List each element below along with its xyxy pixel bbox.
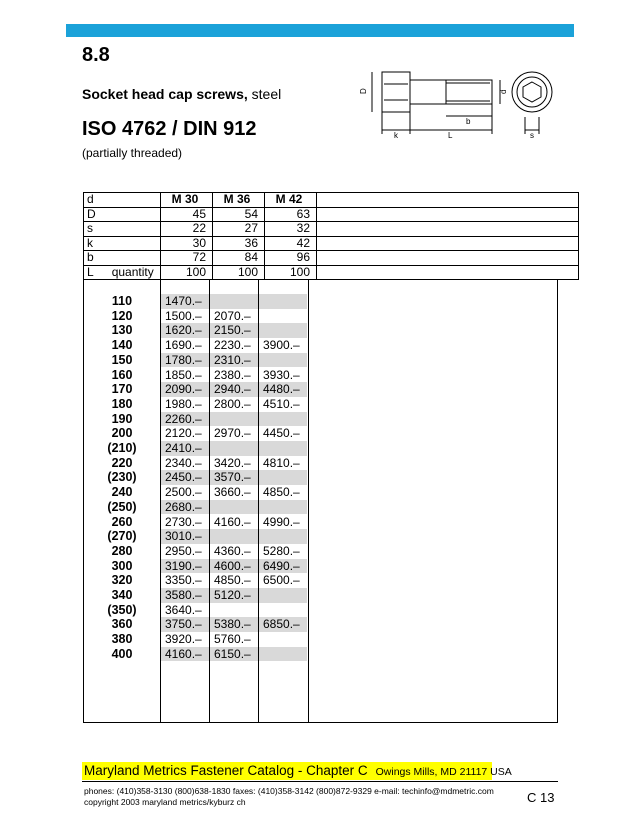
price-value bbox=[259, 294, 263, 308]
table-row bbox=[84, 382, 559, 397]
price-cell bbox=[161, 470, 209, 485]
price-value: 2970.– bbox=[214, 426, 251, 441]
price-value: 6490.– bbox=[263, 558, 300, 573]
table-row bbox=[84, 544, 559, 559]
price-cell bbox=[210, 309, 258, 324]
dim-s-label: s bbox=[530, 131, 534, 140]
dimension-table bbox=[83, 192, 579, 280]
price-value: 4600.– bbox=[214, 558, 251, 573]
empty-cell bbox=[317, 193, 579, 208]
price-value: 1470.– bbox=[165, 294, 202, 308]
table-row bbox=[84, 470, 559, 485]
length-value: 190 bbox=[111, 411, 133, 426]
table-row bbox=[84, 441, 559, 456]
price-value bbox=[259, 632, 263, 646]
price-value: 2310.– bbox=[214, 352, 251, 367]
dimension-value: 84 bbox=[213, 251, 265, 266]
price-value bbox=[259, 500, 263, 514]
length-value: 170 bbox=[111, 382, 133, 397]
price-value: 1620.– bbox=[165, 323, 202, 338]
price-cell bbox=[210, 368, 258, 383]
price-value: 4510.– bbox=[263, 396, 300, 411]
price-cell bbox=[210, 559, 258, 574]
price-value: 4810.– bbox=[263, 455, 300, 470]
length-value: (230) bbox=[107, 470, 137, 485]
price-cell bbox=[210, 426, 258, 441]
price-value bbox=[259, 588, 263, 602]
copyright-line: copyright 2003 maryland metrics/kyburz ch bbox=[84, 797, 246, 807]
price-value: 3640.– bbox=[165, 602, 202, 617]
dimension-value: 72 bbox=[161, 251, 213, 266]
price-value: 3660.– bbox=[214, 485, 251, 500]
price-cell bbox=[210, 500, 258, 515]
table-row bbox=[84, 573, 559, 588]
price-cell bbox=[161, 309, 209, 324]
price-cell bbox=[259, 573, 307, 588]
strength-grade: 8.8 bbox=[82, 44, 110, 66]
price-cell bbox=[259, 485, 307, 500]
length-value: 400 bbox=[111, 646, 133, 661]
price-cell bbox=[210, 573, 258, 588]
price-cell bbox=[161, 382, 209, 397]
price-cell bbox=[161, 397, 209, 412]
price-cell bbox=[210, 323, 258, 338]
price-cell bbox=[161, 485, 209, 500]
table-row bbox=[84, 368, 559, 383]
price-cell bbox=[161, 441, 209, 456]
dimension-value: M 30 bbox=[161, 193, 213, 208]
table-row bbox=[84, 456, 559, 471]
price-value: 3580.– bbox=[165, 588, 202, 602]
dimension-value: 42 bbox=[265, 236, 317, 251]
price-value bbox=[210, 603, 214, 617]
price-cell bbox=[259, 544, 307, 559]
length-value: 260 bbox=[111, 514, 133, 529]
dim-k-label: k bbox=[394, 131, 398, 140]
page-number: C 13 bbox=[527, 790, 555, 805]
price-cell bbox=[161, 588, 209, 603]
price-value bbox=[259, 603, 263, 617]
dimension-value: 96 bbox=[265, 251, 317, 266]
price-value: 4480.– bbox=[263, 382, 300, 397]
dimension-value: 27 bbox=[213, 222, 265, 237]
price-value: 2380.– bbox=[214, 367, 251, 382]
price-value: 4990.– bbox=[263, 514, 300, 529]
price-value bbox=[259, 323, 263, 337]
price-value bbox=[259, 441, 263, 455]
price-cell bbox=[259, 353, 307, 368]
price-value: 4850.– bbox=[263, 485, 300, 500]
length-value: (350) bbox=[107, 602, 137, 617]
dimension-value: 32 bbox=[265, 222, 317, 237]
catalog-title: Maryland Metrics Fastener Catalog - Chapter C bbox=[84, 763, 368, 778]
table-row bbox=[84, 412, 559, 427]
price-value bbox=[259, 412, 263, 426]
dimension-value: 22 bbox=[161, 222, 213, 237]
length-value: 340 bbox=[111, 588, 133, 602]
dimension-row bbox=[84, 236, 579, 251]
length-value: 280 bbox=[111, 543, 133, 558]
price-value: 1500.– bbox=[165, 308, 202, 323]
price-cell bbox=[161, 529, 209, 544]
price-cell bbox=[259, 617, 307, 632]
price-cell bbox=[259, 368, 307, 383]
price-value bbox=[259, 647, 263, 661]
price-value: 5760.– bbox=[214, 632, 251, 647]
price-cell bbox=[210, 632, 258, 647]
price-cell bbox=[259, 426, 307, 441]
price-value: 3920.– bbox=[165, 632, 202, 647]
price-value: 5380.– bbox=[214, 617, 251, 632]
price-value: 2090.– bbox=[165, 382, 202, 397]
price-value: 1980.– bbox=[165, 396, 202, 411]
price-value: 2730.– bbox=[165, 514, 202, 529]
dimension-value: 36 bbox=[213, 236, 265, 251]
empty-cell bbox=[317, 251, 579, 266]
price-cell bbox=[259, 529, 307, 544]
price-value: 2070.– bbox=[214, 308, 251, 323]
product-name: Socket head cap screws, bbox=[82, 86, 248, 102]
price-cell bbox=[259, 500, 307, 515]
price-cell bbox=[161, 323, 209, 338]
price-value: 3190.– bbox=[165, 558, 202, 573]
price-value: 4160.– bbox=[214, 514, 251, 529]
dimension-value: 45 bbox=[161, 207, 213, 222]
price-value bbox=[210, 529, 214, 543]
price-cell bbox=[161, 573, 209, 588]
dimension-label-text: L bbox=[87, 264, 94, 279]
price-cell bbox=[161, 632, 209, 647]
table-row bbox=[84, 485, 559, 500]
price-value: 2950.– bbox=[165, 543, 202, 558]
price-cell bbox=[161, 368, 209, 383]
price-value bbox=[210, 294, 214, 308]
table-row bbox=[84, 323, 559, 338]
table-row bbox=[84, 500, 559, 515]
price-cell bbox=[210, 412, 258, 427]
dimension-value: M 42 bbox=[265, 193, 317, 208]
price-cell bbox=[210, 588, 258, 603]
price-cell bbox=[210, 647, 258, 662]
price-cell bbox=[210, 470, 258, 485]
price-cell bbox=[259, 397, 307, 412]
dimension-label bbox=[84, 265, 161, 280]
standard-title: ISO 4762 / DIN 912 bbox=[82, 118, 257, 140]
dimension-row bbox=[84, 265, 579, 280]
price-value: 3420.– bbox=[214, 455, 251, 470]
price-value: 2410.– bbox=[165, 441, 202, 455]
product-subtitle bbox=[82, 86, 281, 102]
length-value: 140 bbox=[111, 338, 133, 353]
price-value: 1690.– bbox=[165, 338, 202, 353]
price-value: 6850.– bbox=[263, 617, 300, 632]
dimension-row bbox=[84, 222, 579, 237]
length-value: (210) bbox=[107, 441, 137, 455]
price-cell bbox=[161, 456, 209, 471]
price-cell bbox=[259, 382, 307, 397]
length-value: (250) bbox=[107, 499, 137, 514]
price-value: 3350.– bbox=[165, 573, 202, 588]
table-row bbox=[84, 529, 559, 544]
length-value: (270) bbox=[107, 529, 137, 544]
length-value: 220 bbox=[111, 455, 133, 470]
price-table bbox=[83, 279, 558, 723]
price-value: 4450.– bbox=[263, 426, 300, 441]
length-value: 300 bbox=[111, 558, 133, 573]
table-row bbox=[84, 603, 559, 618]
price-value: 2260.– bbox=[165, 411, 202, 426]
table-row bbox=[84, 338, 559, 353]
dimension-row bbox=[84, 193, 579, 208]
empty-cell bbox=[317, 236, 579, 251]
price-cell bbox=[161, 617, 209, 632]
price-value bbox=[210, 500, 214, 514]
price-cell bbox=[161, 647, 209, 662]
price-cell bbox=[210, 515, 258, 530]
thread-note: (partially threaded) bbox=[82, 146, 183, 160]
price-cell bbox=[161, 559, 209, 574]
price-cell bbox=[161, 353, 209, 368]
price-cell bbox=[210, 338, 258, 353]
dimension-value: 54 bbox=[213, 207, 265, 222]
price-value: 2800.– bbox=[214, 396, 251, 411]
dimension-value: 30 bbox=[161, 236, 213, 251]
price-value: 1850.– bbox=[165, 367, 202, 382]
price-cell bbox=[259, 515, 307, 530]
price-value bbox=[210, 412, 214, 426]
price-value: 6150.– bbox=[214, 646, 251, 661]
price-cell bbox=[210, 456, 258, 471]
price-cell bbox=[210, 485, 258, 500]
top-accent-bar bbox=[66, 24, 574, 37]
empty-cell bbox=[317, 265, 579, 280]
price-cell bbox=[259, 588, 307, 603]
phone-line: phones: (410)358-3130 (800)638-1830 faxes: (410)358-3142 (800)872-9329 e-mail: techinfo@mdmetric.com bbox=[84, 786, 494, 796]
screw-shank bbox=[410, 80, 492, 104]
price-cell bbox=[161, 544, 209, 559]
price-value: 3010.– bbox=[165, 529, 202, 544]
price-value: 5120.– bbox=[214, 588, 251, 602]
dimension-value: 100 bbox=[265, 265, 317, 280]
price-value: 2340.– bbox=[165, 455, 202, 470]
price-cell bbox=[161, 294, 209, 309]
length-value: 360 bbox=[111, 617, 133, 632]
footer-title bbox=[84, 763, 512, 778]
empty-cell bbox=[317, 207, 579, 222]
dim-d-label: d bbox=[499, 89, 508, 94]
price-value: 3750.– bbox=[165, 617, 202, 632]
price-value: 1780.– bbox=[165, 352, 202, 367]
price-value bbox=[259, 470, 263, 484]
dimension-label: d bbox=[84, 193, 161, 208]
price-cell bbox=[161, 515, 209, 530]
table-row bbox=[84, 515, 559, 530]
price-value: 3930.– bbox=[263, 367, 300, 382]
price-value: 2230.– bbox=[214, 338, 251, 353]
price-value: 2940.– bbox=[214, 382, 251, 397]
price-cell bbox=[259, 412, 307, 427]
price-cell bbox=[210, 529, 258, 544]
contact-info bbox=[84, 786, 494, 808]
length-value: 130 bbox=[111, 323, 133, 338]
length-value: 150 bbox=[111, 352, 133, 367]
table-row bbox=[84, 426, 559, 441]
price-cell bbox=[259, 603, 307, 618]
price-value: 2120.– bbox=[165, 426, 202, 441]
dimension-row bbox=[84, 207, 579, 222]
price-cell bbox=[210, 441, 258, 456]
price-value: 2450.– bbox=[165, 470, 202, 485]
price-cell bbox=[259, 441, 307, 456]
length-value: 120 bbox=[111, 308, 133, 323]
price-cell bbox=[161, 603, 209, 618]
price-value: 4160.– bbox=[165, 646, 202, 661]
length-value: 240 bbox=[111, 485, 133, 500]
price-value: 4850.– bbox=[214, 573, 251, 588]
price-cell bbox=[210, 544, 258, 559]
length-value: 180 bbox=[111, 396, 133, 411]
table-row bbox=[84, 559, 559, 574]
dimension-label: s bbox=[84, 222, 161, 237]
price-cell bbox=[210, 617, 258, 632]
dimension-label: D bbox=[84, 207, 161, 222]
price-cell bbox=[161, 426, 209, 441]
product-material: steel bbox=[247, 86, 282, 102]
price-cell bbox=[259, 470, 307, 485]
dim-L-label: L bbox=[448, 131, 453, 140]
table-row bbox=[84, 632, 559, 647]
price-cell bbox=[210, 353, 258, 368]
price-value: 2500.– bbox=[165, 485, 202, 500]
price-value: 3900.– bbox=[263, 338, 300, 353]
footer-divider bbox=[82, 781, 558, 782]
price-value: 2680.– bbox=[165, 499, 202, 514]
length-value: 380 bbox=[111, 632, 133, 647]
dimension-value: 100 bbox=[161, 265, 213, 280]
dimension-value: 63 bbox=[265, 207, 317, 222]
price-cell bbox=[259, 323, 307, 338]
length-value: 320 bbox=[111, 573, 133, 588]
dim-b-label: b bbox=[466, 117, 471, 126]
screw-drawing bbox=[360, 62, 570, 142]
table-row bbox=[84, 397, 559, 412]
table-row bbox=[84, 294, 559, 309]
price-cell bbox=[259, 647, 307, 662]
price-value: 3570.– bbox=[214, 470, 251, 485]
price-cell bbox=[259, 559, 307, 574]
price-value: 5280.– bbox=[263, 543, 300, 558]
table-row bbox=[84, 617, 559, 632]
price-cell bbox=[259, 456, 307, 471]
empty-cell bbox=[317, 222, 579, 237]
dimension-value: 100 bbox=[213, 265, 265, 280]
screw-head bbox=[382, 72, 410, 112]
price-value: 6500.– bbox=[263, 573, 300, 588]
dimension-label: b bbox=[84, 251, 161, 266]
price-value: 2150.– bbox=[214, 323, 251, 338]
price-cell bbox=[210, 397, 258, 412]
table-row bbox=[84, 588, 559, 603]
dim-D-label: D bbox=[359, 88, 368, 94]
table-row bbox=[84, 309, 559, 324]
price-cell bbox=[259, 338, 307, 353]
dimension-value: M 36 bbox=[213, 193, 265, 208]
table-row bbox=[84, 353, 559, 368]
price-cell bbox=[210, 294, 258, 309]
dimension-row bbox=[84, 251, 579, 266]
price-value bbox=[259, 309, 263, 323]
price-cell bbox=[259, 632, 307, 647]
price-cell bbox=[259, 309, 307, 324]
price-value bbox=[259, 353, 263, 367]
price-cell bbox=[259, 294, 307, 309]
head-end-view bbox=[512, 72, 552, 112]
dimension-label: k bbox=[84, 236, 161, 251]
price-value bbox=[259, 529, 263, 543]
table-row bbox=[84, 647, 559, 662]
length-value: 200 bbox=[111, 426, 133, 441]
price-cell bbox=[210, 603, 258, 618]
price-cell bbox=[210, 382, 258, 397]
price-cell bbox=[161, 338, 209, 353]
price-value bbox=[210, 441, 214, 455]
price-cell bbox=[161, 412, 209, 427]
price-value: 4360.– bbox=[214, 543, 251, 558]
quantity-label: quantity bbox=[111, 264, 154, 279]
length-value: 160 bbox=[111, 367, 133, 382]
company-address: Owings Mills, MD 21117 USA bbox=[375, 766, 512, 778]
price-cell bbox=[161, 500, 209, 515]
length-value: 110 bbox=[111, 294, 133, 308]
